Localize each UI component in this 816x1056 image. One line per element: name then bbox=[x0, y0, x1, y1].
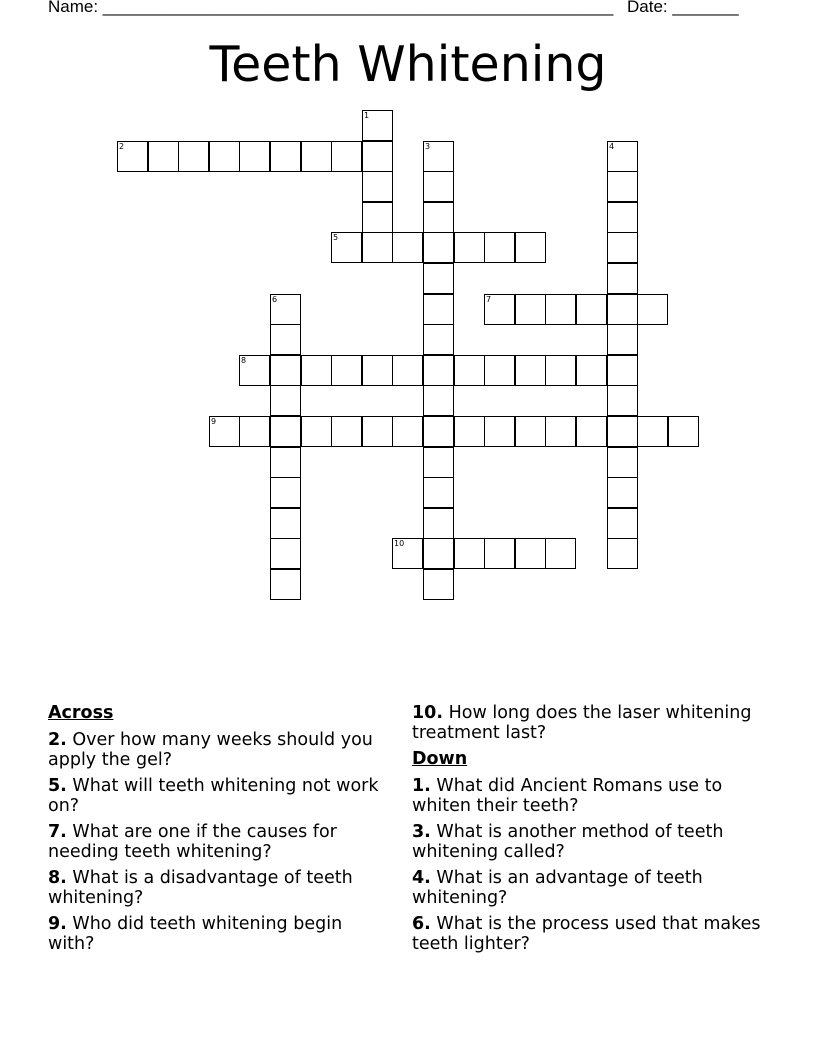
cell-number: 1 bbox=[364, 111, 370, 120]
clue-down-6 bbox=[412, 914, 762, 954]
clue-text: Who did teeth whitening begin with? bbox=[48, 914, 343, 954]
grid-cell[interactable] bbox=[423, 355, 454, 386]
grid-cell[interactable] bbox=[423, 416, 454, 447]
grid-cell[interactable] bbox=[607, 508, 638, 539]
grid-cell[interactable] bbox=[515, 294, 546, 325]
clue-text: What is an advantage of teeth whitening? bbox=[412, 868, 703, 908]
grid-cell[interactable] bbox=[362, 416, 393, 447]
grid-cell[interactable] bbox=[454, 355, 485, 386]
grid-cell[interactable] bbox=[239, 416, 270, 447]
clue-text: How long does the laser whitening treatment last? bbox=[412, 703, 752, 743]
cell-number: 3 bbox=[425, 142, 431, 151]
grid-cell[interactable] bbox=[270, 508, 301, 539]
grid-cell[interactable] bbox=[209, 416, 240, 447]
grid-cell[interactable] bbox=[270, 538, 301, 569]
grid-cell[interactable] bbox=[239, 141, 270, 172]
grid-cell[interactable] bbox=[331, 141, 362, 172]
grid-cell[interactable] bbox=[270, 569, 301, 600]
clue-number: 10. bbox=[412, 703, 444, 723]
clue-number: 1. bbox=[412, 776, 431, 796]
grid-cell[interactable] bbox=[607, 141, 638, 172]
grid-cell[interactable] bbox=[423, 569, 454, 600]
grid-cell[interactable] bbox=[362, 232, 393, 263]
grid-cell[interactable] bbox=[637, 416, 668, 447]
cell-number: 7 bbox=[486, 295, 492, 304]
grid-cell[interactable] bbox=[270, 355, 301, 386]
grid-cell[interactable] bbox=[117, 141, 148, 172]
grid-cell[interactable] bbox=[607, 477, 638, 508]
grid-cell[interactable] bbox=[423, 538, 454, 569]
grid-cell[interactable] bbox=[270, 294, 301, 325]
grid-cell[interactable] bbox=[270, 447, 301, 478]
grid-cell[interactable] bbox=[484, 232, 515, 263]
grid-cell[interactable] bbox=[423, 202, 454, 233]
clues-column-left bbox=[48, 703, 383, 960]
clue-across-7 bbox=[48, 822, 383, 862]
grid-cell[interactable] bbox=[392, 232, 423, 263]
clues-column-right bbox=[412, 703, 762, 960]
grid-cell[interactable] bbox=[301, 355, 332, 386]
grid-cell[interactable] bbox=[515, 232, 546, 263]
clue-number: 2. bbox=[48, 730, 67, 750]
clue-across-9 bbox=[48, 914, 383, 954]
cell-number: 4 bbox=[609, 142, 615, 151]
grid-cell[interactable] bbox=[301, 141, 332, 172]
grid-cell[interactable] bbox=[454, 416, 485, 447]
name-field-label: Name: ______________________________________________________ bbox=[48, 0, 614, 16]
cell-number: 2 bbox=[119, 142, 125, 151]
clue-text: What is another method of teeth whitening called? bbox=[412, 822, 724, 862]
grid-cell[interactable] bbox=[576, 294, 607, 325]
grid-cell[interactable] bbox=[515, 538, 546, 569]
clue-text: What is a disadvantage of teeth whitening? bbox=[48, 868, 353, 908]
down-heading: Down bbox=[412, 749, 468, 769]
grid-cell[interactable] bbox=[209, 141, 240, 172]
grid-cell[interactable] bbox=[576, 416, 607, 447]
clue-number: 7. bbox=[48, 822, 67, 842]
clue-number: 9. bbox=[48, 914, 67, 934]
clue-number: 6. bbox=[412, 914, 431, 934]
grid-cell[interactable] bbox=[270, 324, 301, 355]
grid-cell[interactable] bbox=[270, 477, 301, 508]
grid-cell[interactable] bbox=[178, 141, 209, 172]
cell-number: 8 bbox=[241, 356, 247, 365]
grid-cell[interactable] bbox=[484, 294, 515, 325]
grid-cell[interactable] bbox=[607, 263, 638, 294]
clue-across-5 bbox=[48, 776, 383, 816]
grid-cell[interactable] bbox=[423, 324, 454, 355]
clue-text: What will teeth whitening not work on? bbox=[48, 776, 379, 816]
grid-cell[interactable] bbox=[423, 141, 454, 172]
grid-cell[interactable] bbox=[607, 355, 638, 386]
grid-cell[interactable] bbox=[362, 110, 393, 141]
clue-text: What did Ancient Romans use to whiten their teeth? bbox=[412, 776, 723, 816]
grid-cell[interactable] bbox=[362, 355, 393, 386]
grid-cell[interactable] bbox=[270, 141, 301, 172]
clue-number: 8. bbox=[48, 868, 67, 888]
clue-text: Over how many weeks should you apply the gel? bbox=[48, 730, 373, 770]
grid-cell[interactable] bbox=[392, 538, 423, 569]
grid-cell[interactable] bbox=[423, 477, 454, 508]
across-heading: Across bbox=[48, 703, 114, 723]
grid-cell[interactable] bbox=[270, 416, 301, 447]
grid-cell[interactable] bbox=[392, 416, 423, 447]
grid-cell[interactable] bbox=[545, 294, 576, 325]
grid-cell[interactable] bbox=[423, 171, 454, 202]
grid-cell[interactable] bbox=[423, 232, 454, 263]
grid-cell[interactable] bbox=[239, 355, 270, 386]
clue-text: What are one if the causes for needing teeth whitening? bbox=[48, 822, 337, 862]
grid-cell[interactable] bbox=[607, 416, 638, 447]
cell-number: 10 bbox=[394, 539, 405, 548]
grid-cell[interactable] bbox=[454, 538, 485, 569]
grid-cell[interactable] bbox=[362, 171, 393, 202]
grid-cell[interactable] bbox=[362, 202, 393, 233]
grid-cell[interactable] bbox=[423, 447, 454, 478]
grid-cell[interactable] bbox=[545, 416, 576, 447]
clue-down-3 bbox=[412, 822, 762, 862]
grid-cell[interactable] bbox=[607, 385, 638, 416]
grid-cell[interactable] bbox=[301, 416, 332, 447]
grid-cell[interactable] bbox=[148, 141, 179, 172]
grid-cell[interactable] bbox=[454, 232, 485, 263]
grid-cell[interactable] bbox=[607, 202, 638, 233]
grid-cell[interactable] bbox=[331, 416, 362, 447]
page-title: Teeth Whitening bbox=[209, 36, 607, 93]
grid-cell[interactable] bbox=[607, 538, 638, 569]
grid-cell[interactable] bbox=[637, 294, 668, 325]
grid-cell[interactable] bbox=[362, 141, 393, 172]
clue-number: 3. bbox=[412, 822, 431, 842]
grid-cell[interactable] bbox=[607, 232, 638, 263]
clue-text: What is the process used that makes teeth lighter? bbox=[412, 914, 761, 954]
grid-cell[interactable] bbox=[331, 355, 362, 386]
grid-cell[interactable] bbox=[392, 355, 423, 386]
clue-down-4 bbox=[412, 868, 762, 908]
clue-number: 5. bbox=[48, 776, 67, 796]
grid-cell[interactable] bbox=[515, 416, 546, 447]
grid-cell[interactable] bbox=[607, 324, 638, 355]
clue-down-1 bbox=[412, 776, 762, 816]
grid-cell[interactable] bbox=[484, 416, 515, 447]
grid-cell[interactable] bbox=[484, 355, 515, 386]
grid-cell[interactable] bbox=[423, 385, 454, 416]
grid-cell[interactable] bbox=[668, 416, 699, 447]
grid-cell[interactable] bbox=[423, 294, 454, 325]
cell-number: 9 bbox=[211, 417, 217, 426]
grid-cell[interactable] bbox=[576, 355, 607, 386]
cell-number: 5 bbox=[333, 233, 339, 242]
cell-number: 6 bbox=[272, 295, 278, 304]
grid-cell[interactable] bbox=[545, 538, 576, 569]
grid-cell[interactable] bbox=[545, 355, 576, 386]
grid-cell[interactable] bbox=[484, 538, 515, 569]
clue-across-8 bbox=[48, 868, 383, 908]
grid-cell[interactable] bbox=[607, 171, 638, 202]
clue-across-2 bbox=[48, 730, 383, 770]
grid-cell[interactable] bbox=[270, 385, 301, 416]
clue-across-10 bbox=[412, 703, 762, 743]
grid-cell[interactable] bbox=[607, 447, 638, 478]
grid-cell[interactable] bbox=[607, 294, 638, 325]
grid-cell[interactable] bbox=[515, 355, 546, 386]
grid-cell[interactable] bbox=[423, 508, 454, 539]
clue-number: 4. bbox=[412, 868, 431, 888]
grid-cell[interactable] bbox=[423, 263, 454, 294]
date-field-label: Date: _______ bbox=[627, 0, 739, 16]
grid-cell[interactable] bbox=[331, 232, 362, 263]
